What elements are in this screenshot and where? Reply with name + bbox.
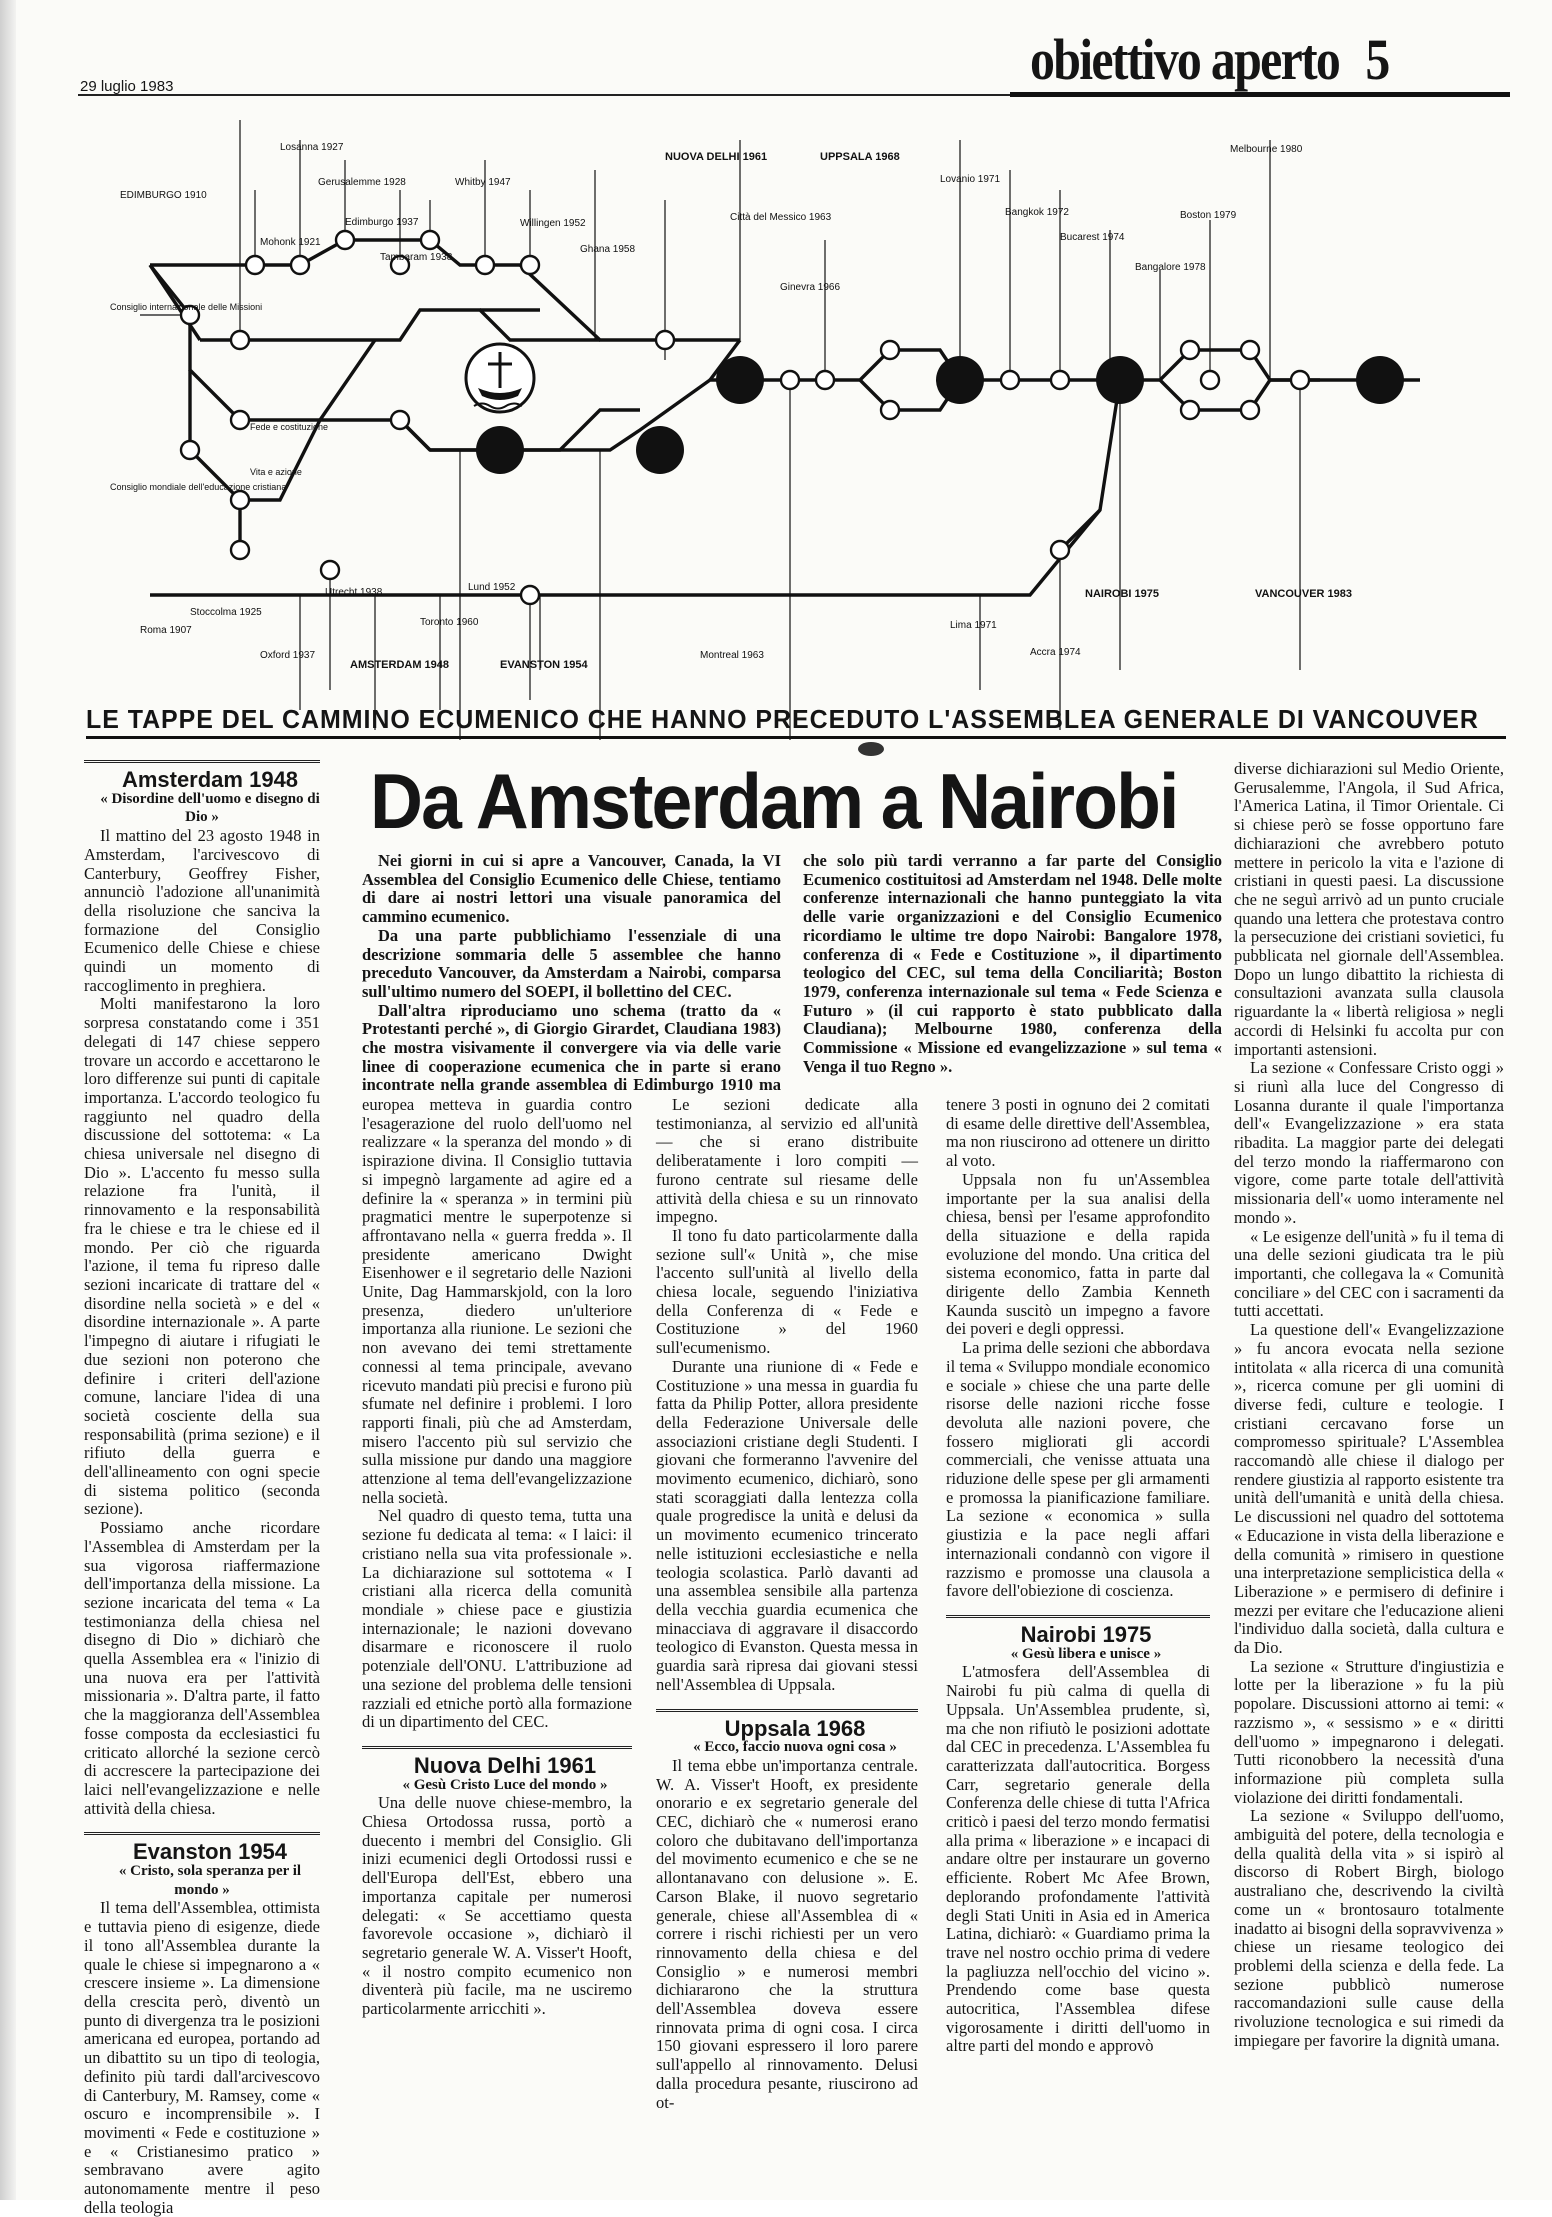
event-bangalore-1978: Bangalore 1978 (1135, 262, 1206, 273)
event-losanna-1927: Losanna 1927 (280, 142, 344, 153)
evanston-title: Evanston 1954 (132, 1839, 288, 1865)
event-utrecht-1938: Utrecht 1938 (325, 587, 383, 598)
column-3 (656, 1096, 918, 2112)
col4-paragraph: tenere 3 posti in ognuno dei 2 comitati di esame delle direttive dell'Assemblea, ma non riuscirono ad ottenere un diritto al voto. (946, 1095, 1210, 1171)
line-label-educazione: Consiglio mondiale dell'educazione cristiana (110, 482, 287, 492)
event-nairobi-1975: NAIROBI 1975 (1085, 588, 1159, 600)
section-rule (84, 1832, 320, 1835)
event-nuova-delhi-1961: NUOVA DELHI 1961 (665, 151, 768, 163)
amsterdam-paragraph: Molti manifestarono la loro sorpresa constatando come i 351 delegati di 147 chiese seppero trovare un accordo e accettarono le loro differenze sui punti di capitale importanza. L'accordo teologico fu raggiunto nel quadro della discussione del sottotema: « La chiesa universale nel disegno di Dio ». L'accento fu messo sulla relazione fra l'unità, il rinnovamento e la responsabilità fra le chiese e tra le chiese ed il mondo. Per ciò che riguarda l'azione, il tema fu ripreso dalle sezioni incaricate di trattare del « disordine nella società » e del « disordine internazionale ». A parte l'impegno di aiutare i rifugiati le due sezioni non poterono che definire i criteri dell'azione comune, lanciare l'idea di una società cosciente della sua responsabilità (prima sezione) e il rifiuto della guerra e dell'allineamento con ogni specie di sistema politico (seconda sezione). (84, 994, 320, 1519)
headline: Da Amsterdam a Nairobi (370, 757, 1178, 845)
col5-paragraph: La questione dell'« Evangelizzazione » fu ancora evocata nella sezione intitolata « alla ricerca di una comunità », ricerca comune per gli uomini di diverse fedi, culture e teologie. I cristiani cercavano forse un compromesso spirituale? L'Assemblea raccomandò alle chiese il dialogo per rendere giustizia al rapporto esistente tra unità dell'umanità e unità della chiesa. Le discussioni nel quadro del sottotema « Educazione in vista della liberazione e della comunità » rimisero in questione una interpretazione semplicistica della « Liberazione » e permisero di definire i mezzi per evitare che l'educazione alieni l'individuo dalla società, dalla cultura e da Dio. (1234, 1320, 1504, 1658)
amsterdam-paragraph: Possiamo anche ricordare l'Assemblea di Amsterdam per la sua vigorosa riaffermazione dell'importanza della missione. La sezione incaricata del tema « La testimonianza della chiesa nel disegno di Dio » dichiarò che quella Assemblea era « l'inizio di una nuova era per l'attività missionaria ». D'altra parte, il fatto che la maggioranza dell'Assemblea fosse composta da ecclesiastici fu criticato allorché la sezione cercò di accrescere la partecipazione dei laici nell'evangelizzazione e nelle attività della chiesa. (84, 1518, 320, 1818)
event-edimburgo-1937: Edimburgo 1937 (345, 217, 419, 228)
event-melbourne-1980: Melbourne 1980 (1230, 144, 1303, 155)
page-number: 5 (1365, 27, 1389, 92)
col4-paragraph: Uppsala non fu un'Assemblea importante per la sua analisi della chiesa, bensì per l'esame approfondito della situazione e della rapida evoluzione del mondo. Una critica del sistema economico, fatta in parte dal dirigente dello Zambia Kenneth Kaunda suscitò un impegno a favore dei poveri e degli oppressi. (946, 1169, 1210, 1339)
amsterdam-paragraph: Il mattino del 23 agosto 1948 in Amsterdam, l'arcivescovo di Canterbury, Geoffrey Fisher, annunciò l'adozione all'unanimità della risoluzione che sanciva la formazione del Consiglio Ecumenico delle Chiese e chiese quindi un momento di raccoglimento in preghiera. (84, 826, 320, 995)
column-1 (84, 760, 320, 2217)
line-label-vita: Vita e azione (250, 467, 302, 477)
diagram-labels (110, 142, 1352, 671)
col5-paragraph: La sezione « Sviluppo dell'uomo, ambiguità del potere, della tecnologia e della qualità della vita » si ispirò al discorso di Robert Birgh, biologo australiano che, descrivendo la civiltà come un « brontosauro totalmente inadatto ai bisogni della sopravvivenza » chiese un riesame teologico dei problemi della scienza e della fede. La sezione pubblicò numerose raccomandazioni sulle cause della rivoluzione tecnologica e sui rimedi da impiegare per favorire la dignità umana. (1234, 1806, 1504, 2050)
section-rule (84, 760, 320, 763)
uppsala-epigraph: « Ecco, faccio nuova ogni cosa » (693, 1739, 897, 1756)
line-label-missions: Consiglio internazionale delle Missioni (110, 302, 263, 312)
event-vancouver-1983: VANCOUVER 1983 (1255, 588, 1352, 600)
col5-paragraph: « Le esigenze dell'unità » fu il tema di una delle sezioni giudicata tra le più importanti, che collegava la « Comunità conciliare » del CEC con i sacramenti da tutti accettati. (1234, 1226, 1504, 1321)
column-4 (946, 1096, 1210, 2056)
event-lund-1952: Lund 1952 (468, 582, 516, 593)
event-amsterdam-1948: AMSTERDAM 1948 (350, 659, 450, 671)
col3-paragraph: Durante una riunione di « Fede e Costituzione » una messa in guardia fu fatta da Philip Potter, allora presidente della Federazione Universale delle associazioni cristiane degli Studenti. I giovani che formeranno l'avvenire del movimento ecumenico, dichiarò, sono stati scoraggiati dalla lentezza colla quale progrediscе la unità e delusi da un movimento ecumenico trincerato nelle istituzioni ecclesiastiche e nella teologia scolastica. Parlò davanti ad una assemblea sensibile alla partenza della vecchia guardia ecumenica che minacciava di aggravare il disaccordo teologico di Evanston. Questa messa in guardia sarà ripresa dai giovani stessi nell'Assemblea di Uppsala. (656, 1356, 918, 1694)
event-evanston-1954: EVANSTON 1954 (500, 659, 588, 671)
nairobi-paragraph: L'atmosfera dell'Assemblea di Nairobi fu più calma di quella di Uppsala. Un'Assemblea prudente, sì, ma che non rifiutò le posizioni adottate dal CEC in precedenza. L'Assemblea fu caratterizzata dall'autocritica. Borgess Carr, segretario generale della Conferenza delle chiese di tutta l'Africa criticò i paesi del terzo mondo fermatisi alla prima « liberazione » e incapaci di andare oltre per instaurare un governo efficiente. Robert Mc Afee Brown, deplorando profondamente l'attività degli Stati Uniti in Asia ed in America Latina, dichiarò: « Guardiamo prima la trave nel nostro occhio prima di vedere la pagliuzza nell'occhio del vicino ». Prendendo come base questa autocritica, l'Assemblea difese vigorosamente i diritti dell'uomo in altre parti del mondo e approvò (946, 1662, 1210, 2056)
event-stoccolma-1925: Stoccolma 1925 (190, 607, 262, 618)
nuovadelhi-epigraph: « Gesù Cristo Luce del mondo » (402, 1776, 608, 1793)
evanston-epigraph: « Cristo, sola speranza per il mondo » (118, 1863, 302, 1898)
section-name: obiettivo aperto (1030, 27, 1340, 92)
nairobi-epigraph: « Gesù libera e unisce » (1010, 1645, 1162, 1662)
header-thick-rule (1010, 92, 1510, 97)
nuovadelhi-title: Nuova Delhi 1961 (413, 1752, 597, 1778)
event-accra-1974: Accra 1974 (1030, 647, 1081, 658)
issue-date: 29 luglio 1983 (80, 78, 174, 95)
line-label-fede: Fede e costituzione (250, 422, 329, 432)
ecumenical-timeline-diagram (100, 130, 1450, 680)
col4-paragraph: La prima delle sezioni che abbordava il tema « Sviluppo mondiale economico e sociale » chiese che una parte delle risorse delle nazioni ricche fosse devoluta alle nazioni povere, che fossero migliorati gli accordi commerciali, che venisse attuata una riduzione delle spese per gli armamenti e promossa la pianificazione familiare. La sezione « economica » sulla giustizia e la pace negli affari internazionali condannò con vigore il razzismo e promosse una clausola a favore dell'obiezione di coscienza. (946, 1338, 1210, 1601)
nairobi-title: Nairobi 1975 (1020, 1621, 1152, 1647)
intro-paragraph: Nei giorni in cui si apre a Vancouver, Canada, la VI Assemblea del Consiglio Ecumenico delle Chiese, tentiamo di dare ai nostri lettori una visuale panoramica del cammino ecumenico. (362, 851, 781, 927)
col3-paragraph: Il tono fu dato particolarmente dalla sezione sull'« Unità », che mise l'accento sull'unità al livello della chiesa locale, seguendo l'iniziativa della Conferenza di « Fede e Costituzione » del 1960 sull'ecumenismo. (656, 1225, 918, 1358)
amsterdam-epigraph: « Disordine dell'uomo e disegno di Dio » (100, 790, 320, 826)
scan-edge-shadow (0, 0, 16, 2200)
column-5 (1234, 760, 1504, 2051)
diagram-lines (150, 240, 1420, 595)
amsterdam-title: Amsterdam 1948 (121, 767, 299, 792)
intro-paragraph: Dall'altra riproduciamo uno schema (tratto da « Protestanti perché », di Giorgio Girardet, Claudiana 1983) che mostra visivamente il convergere via via delle varie linee di cooperazione ecumenica che in parte si erano incontrate nella grande assemblea di Edimburgo 1910 ma che solo più tardi verranno a far parte del Consiglio Ecumenico costituitosi ad Amsterdam nel 1948. Delle molte conferenze internazionali che hanno punteggiato la vita delle varie organizzazioni e del Consiglio Ecumenico ricordiamo le ultime tre dopo Nairobi: Bangalore 1978, conferenza di « Fede e Costituzione », il dipartimento teologico del CEC, sul tema della Conciliarità; Boston 1979, conferenza internazionale sul tema « Fede Scienza e Futuro » (il cui rapporto è stato pubblicato dalla Claudiana); Melbourne 1980, conferenza della Commissione « Missione ed evangelizzazione » sul tema « Venga il tuo Regno ». (362, 851, 1222, 1095)
event-lovanio-1971: Lovanio 1971 (940, 174, 1001, 185)
event-willingen-1952: Willingen 1952 (520, 218, 586, 229)
event-edimburgo-1910: EDIMBURGO 1910 (120, 190, 207, 201)
section-rule (656, 1709, 918, 1712)
event-gerusalemme-1928: Gerusalemme 1928 (318, 177, 406, 188)
event-whitby-1947: Whitby 1947 (455, 177, 511, 188)
uppsala-paragraph: Il tema ebbe un'importanza centrale. W. A. Visser't Hooft, ex presidente onorario e ex segretario generale del CEC, dichiarò che « numerosi erano coloro che dubitavano dell'importanza del movimento ecumenico e che se ne allontanavano con delusione ». E. Carson Blake, il nuovo segretario generale, chiese all'Assemblea di « correre i rischi richiesti per un vero rinnovamento della chiesa e del Consiglio » e numerosi membri dichiararono che la struttura dell'Assemblea doveva essere rinnovata prima di ogni cosa. I circa 150 giovani espressero il loro parere sull'appello al rinnovamento. Delusi dalla procedura pesante, riuscirono ad ot- (656, 1755, 918, 2112)
section-rule (362, 1746, 632, 1749)
event-ginevra-1966: Ginevra 1966 (780, 282, 841, 293)
col2-paragraph: Nel quadro di questo tema, tutta una sezione fu dedicata al tema: « I laici: il cristiano nella sua vita professionale ». La dichiarazione sul sottotema « I cristiani alla ricerca della comunità mondiale » chiese pace e giustizia internazionale; le nazioni dovevano disarmare e riconoscere il ruolo potenziale dell'ONU. L'attribuzione ad una sezione del problema delle tensioni razziali ed etniche portò alla formazione di un dipartimento del CEC. (362, 1506, 632, 1732)
event-montreal-1963: Montreal 1963 (700, 650, 764, 661)
section-rule (946, 1615, 1210, 1618)
event-boston-1979: Boston 1979 (1180, 210, 1237, 221)
event-toronto-1960: Toronto 1960 (420, 617, 479, 628)
wcc-logo (466, 344, 534, 412)
event-tambaram-1938: Tambaram 1938 (380, 252, 453, 263)
event-uppsala-1968: UPPSALA 1968 (820, 151, 900, 163)
intro-paragraph: Da una parte pubblichiamo l'essenziale di una descrizione sommaria delle 5 assemblee che hanno preceduto Vancouver, da Amsterdam a Nairobi, comparsa sull'ultimo numero del SOEPI, il bollettino del CEC. (362, 925, 781, 1001)
col5-paragraph: diverse dichiarazioni sul Medio Oriente, Gerusalemme, l'Angola, il Sud Africa, l'America Latina, il Timor Orientale. Ci si chiese però se fosse opportuno fare dichiarazioni che avrebbero potuto mettere in pericolo la vita e l'azione di cristiani in questi paesi. La discussione che ne seguì arrivò ad un punto cruciale quando una lettera che protestava contro la persecuzione dei cristiani sovietici, fu pubblicata nel giornale dell'Assemblea. Dopo un lungo dibattito la richiesta di consultazioni avanzata sulla clausola riguardante la « libertà religiosa » negli accordi di Helsinki fu accolta pur con importanti astensioni. (1234, 759, 1504, 1059)
col5-paragraph: La sezione « Strutture d'ingiustizia e lotte per la liberazione » fu la più popolare. Discussioni attorno ai temi: « razzismo », « sessismo » e « diritti dell'uomo » impegnarono i delegati. Tutti riconobbero la necessità d'una informazione più completa sulla violazione dei diritti fondamentali. (1234, 1656, 1504, 1807)
event-lima-1971: Lima 1971 (950, 620, 997, 631)
minor-meeting-nodes (181, 231, 1309, 604)
col5-paragraph: La sezione « Confessare Cristo oggi » si riunì alla luce del Congresso di Losanna durante il quale l'importanza dell'« Evangelizzazione » era stata ribadita. La maggior parte dei delegati del terzo mondo la riaffermarono con vigore, come parte totale dell'attività missionaria dell'« uomo interamente nel mondo ». (1234, 1058, 1504, 1227)
event-citta-messico-1963: Città del Messico 1963 (730, 212, 832, 223)
nuovadelhi-paragraph: Una delle nuove chiese-membro, la Chiesa Ortodossa russa, portò a duecento i membri del Consiglio. Gli inizi ecumenici degli Ortodossi russi e dell'Europa dell'Est, ebbero una importanza capitale per numerosi delegati: « Se accettiamo questa favorevole occasione », dichiarò il segretario generale W. A. Visser't Hooft, « il nostro compito ecumenico non diventerà più facile, ma ne usciremo particolarmente arricchiti ». (362, 1793, 632, 2019)
intro-block (362, 852, 1222, 1095)
ink-smudge (858, 742, 884, 756)
col3-paragraph: Le sezioni dedicate alla testimonianza, al servizio ed all'unità — che si erano distribuite deliberatamente i loro compiti — furono centrate sul riesame delle attività della chiesa e su un rinnovato impegno. (656, 1095, 918, 1227)
event-bucarest-1974: Bucarest 1974 (1060, 232, 1125, 243)
banner-title: LE TAPPE DEL CAMMINO ECUMENICO CHE HANNO PRECEDUTO L'ASSEMBLEA GENERALE DI VANCOUVER (86, 704, 1479, 734)
event-oxford-1937: Oxford 1937 (260, 650, 316, 661)
evanston-paragraph: Il tema dell'Assemblea, ottimista e tuttavia pieno di esigenze, diede il tono all'Assemblea durante la quale le chiese si impegnarono a « crescere insieme ». La dimensione della crescita però, diventò un punto di divergenza tra le posizioni americana ed europea, portando ad un dibattito su un tipo di teologia, definito più tardi dall'arcivescovo di Canterbury, M. Ramsey, come « oscuro e incomprensibile ». I movimenti « Fede e costituzione » e « Cristianesimo pratico » sembravano avere agito autonomamente mentre il peso della teologia (84, 1898, 320, 2217)
col2-paragraph: europea metteva in guardia contro l'esagerazione del ruolo dell'uomo nel realizzare « la speranza del mondo » di ispirazione divina. Il Consiglio tuttavia si impegnò largamente ad agire ed a definire la « speranza » in termini più pragmatici mentre le superpotenze si affrontavano nella « guerra fredda ». Il presidente americano Dwight Eisenhower e il segretario delle Nazioni Unite, Dag Hammarskjold, con la loro presenza, diedero un'ulteriore importanza alla riunione. Le sezioni che non avevano dei temi strettamente connessi al tema principale, avevano ricevuto mandati più precisi e furono più sfumate nel definire i problemi. I loro rapporti finali, più che ad Amsterdam, misero l'accento più sul servizio che sulla missione pur dando una maggiore attenzione al tema dell'evangelizzazione nella società. (362, 1095, 632, 1507)
event-mohonk-1921: Mohonk 1921 (260, 237, 321, 248)
event-bangkok-1972: Bangkok 1972 (1005, 207, 1069, 218)
event-roma-1907: Roma 1907 (140, 625, 192, 636)
column-2 (362, 1096, 632, 2019)
banner-rule (86, 736, 1506, 739)
event-ghana-1958: Ghana 1958 (580, 244, 636, 255)
uppsala-title: Uppsala 1968 (724, 1715, 866, 1741)
section-title (1030, 26, 1389, 93)
